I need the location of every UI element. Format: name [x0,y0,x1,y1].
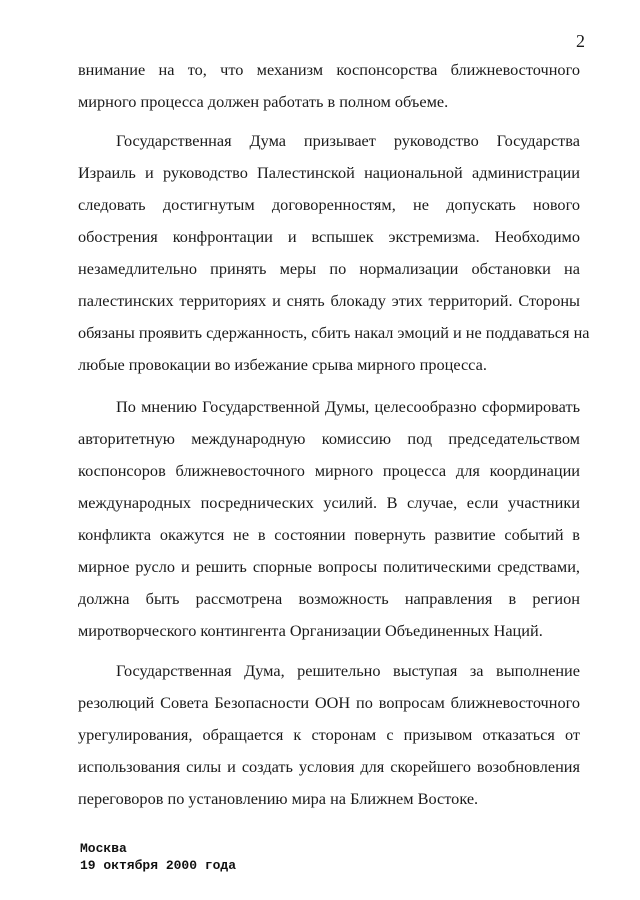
text-line: международных посреднических усилий. В случае, если участники [78,493,580,512]
text-line: резолюций Совета Безопасности ООН по вопросам ближневосточного [78,693,580,712]
text-line: переговоров по установлению мира на Ближнем Востоке. [78,789,479,808]
page-number: 2 [576,31,585,51]
text-line: должна быть рассмотрена возможность направления в регион [78,589,580,608]
text-line: коспонсоров ближневосточного мирного процесса для координации [78,461,580,480]
text-line: использования силы и создать условия для скорейшего возобновления [78,757,580,776]
text-line: палестинских территориях и снять блокаду этих территорий. Стороны [78,291,580,310]
text-line: По мнению Государственной Думы, целесообразно сформировать [116,397,580,416]
text-line: незамедлительно принять меры по нормализации обстановки на [78,259,580,278]
text-line: конфликта окажутся не в состоянии повернуть развитие событий в [78,525,580,544]
signature-date: 19 октября 2000 года [80,858,237,873]
text-line: внимание на то, что механизм коспонсорства ближневосточного [78,60,580,79]
text-line: следовать достигнутым договоренностям, не допускать нового [78,195,580,214]
text-line: урегулирования, обращается к сторонам с призывом отказаться от [78,725,580,744]
text-line: Израиль и руководство Палестинской национальной администрации [78,163,580,182]
text-line: любые провокации во избежание срыва мирного процесса. [78,355,487,374]
text-line: обострения конфронтации и вспышек экстремизма. Необходимо [78,227,580,246]
text-line: миротворческого контингента Организации Объединенных Наций. [78,621,543,640]
text-line: мирное русло и решить спорные вопросы политическими средствами, [78,557,580,576]
signature-city: Москва [80,841,127,856]
text-line: Государственная Дума призывает руководство Государства [116,131,580,150]
text-line: обязаны проявить сдержанность, сбить накал эмоций и не поддаваться на [78,323,590,342]
text-line: Государственная Дума, решительно выступая за выполнение [116,661,580,680]
text-line: мирного процесса должен работать в полном объеме. [78,92,449,111]
text-line: авторитетную международную комиссию под председательством [78,429,580,448]
